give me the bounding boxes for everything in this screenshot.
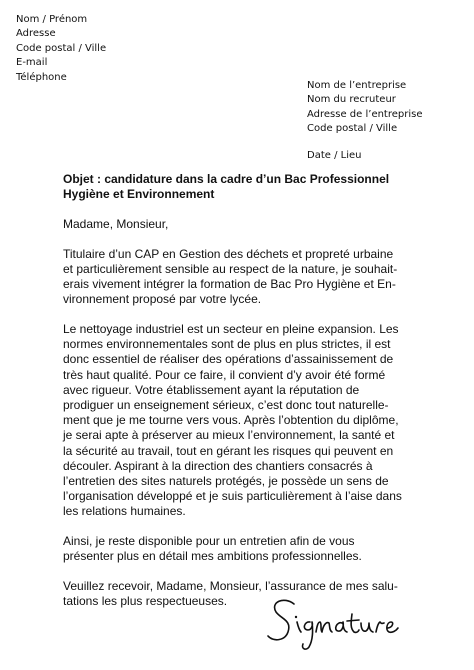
signature-dot (295, 616, 297, 618)
greeting-text: Madame, Monsieur, (63, 217, 169, 231)
greeting (63, 217, 423, 232)
recipient-company: Nom de l’entreprise (307, 80, 407, 91)
paragraph-line: ment que je me tourne vers vous. Après l’obtention du diplôme, (63, 413, 399, 428)
sender-address: Adresse (16, 28, 56, 40)
paragraph-introduction (63, 247, 423, 308)
sender-postal-city: Code postal / Ville (16, 42, 107, 54)
paragraph-line: l’entretien des sites naturels protégés, je possède un sens de (63, 474, 389, 489)
recipient-address: Adresse de l’entreprise (307, 108, 423, 120)
subject-line-1: Objet : candidature dans la cadre d’un Bac Professionnel (63, 172, 390, 186)
recipient-block (307, 79, 423, 137)
paragraph-line: les relations humaines. (63, 504, 186, 519)
paragraph-line: découler. Aspirant à la direction des chantiers consacrés à (63, 458, 373, 473)
paragraph-line: l’organisation développé et je suis particulièrement à l’aise dans (63, 489, 402, 504)
subject-line-2: Hygiène et Environnement (63, 187, 215, 201)
paragraph-motivation (63, 322, 423, 520)
sender-phone: Téléphone (16, 71, 67, 83)
date-place: Date / Lieu (307, 150, 362, 161)
paragraph-line: présenter plus en détail mes ambitions professionnelles. (63, 549, 362, 564)
sender-name: Nom / Prénom (16, 14, 88, 25)
letter-body (63, 217, 423, 624)
paragraph-line: erais vivement intégrer la formation de Bac Pro Hygiène et En- (63, 277, 396, 292)
paragraph-line: je serai apte à préserver au mieux l’environnement, la santé et (63, 428, 395, 443)
paragraph-line: normes environnementales sont de plus en plus strictes, il est (63, 337, 391, 352)
subject-line (63, 172, 423, 202)
paragraph-line: tations les plus respectueuses. (63, 594, 228, 609)
paragraph-line: avec rigueur. Votre établissement ayant la réputation de (63, 382, 360, 397)
sender-email: E-mail (16, 57, 48, 69)
recipient-recruiter: Nom du recruteur (307, 94, 396, 106)
paragraph-line: et particulièrement sensible au respect de la nature, je souhait- (63, 261, 398, 276)
paragraph-line: donc essentiel de réaliser des opérations d’assainissement de (63, 352, 394, 367)
signature-image (262, 592, 412, 652)
paragraph-line: la sécurité au travail, tout en gérant les risques qui peuvent en (63, 443, 394, 458)
paragraph-line: vironnement proposé par votre lycée. (63, 292, 262, 307)
paragraph-line: Veuillez recevoir, Madame, Monsieur, l’assurance de mes salu- (63, 579, 398, 594)
paragraph-line: Titulaire d’un CAP en Gestion des déchets et propreté urbaine (63, 246, 394, 261)
paragraph-line: prodiguer un enseignement sérieux, c’est donc tout naturelle- (63, 398, 389, 413)
recipient-postal-city: Code postal / Ville (307, 123, 398, 135)
sender-block (16, 13, 106, 85)
paragraph-line: Le nettoyage industriel est un secteur en pleine expansion. Les (63, 322, 399, 337)
paragraph-line: très haut qualité. Pour ce faire, il convient d’y avoir été formé (63, 367, 386, 382)
paragraph-line: Ainsi, je reste disponible pour un entretien afin de vous (63, 534, 355, 549)
paragraph-availability (63, 534, 423, 564)
